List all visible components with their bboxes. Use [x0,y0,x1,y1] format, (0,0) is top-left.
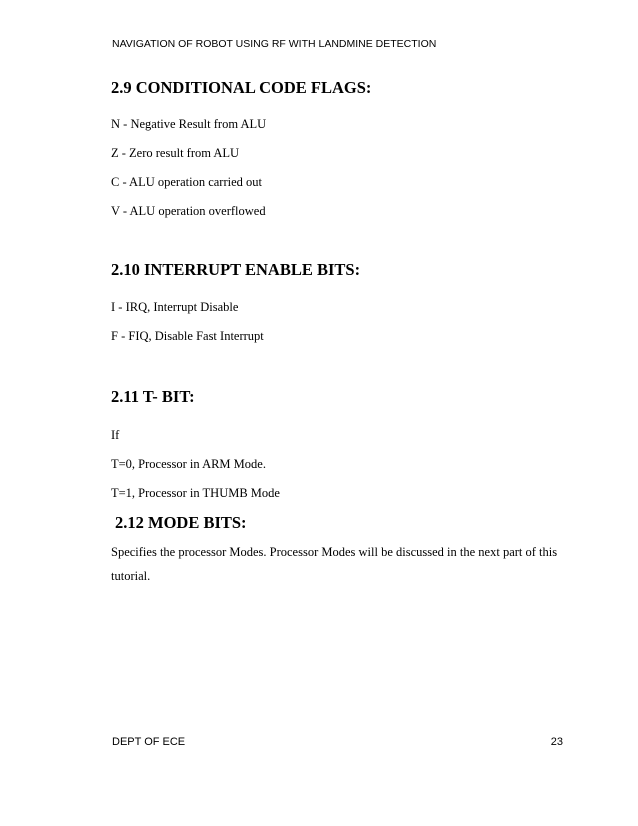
footer-department: DEPT OF ECE [112,736,186,748]
flag-line-z: Z - Zero result from ALU [111,146,240,160]
flag-line-n: N - Negative Result from ALU [111,117,267,131]
section-heading-mode: 2.12 MODE BITS: [115,513,247,532]
section-heading-interrupt: 2.10 INTERRUPT ENABLE BITS: [111,260,361,279]
tbit-line-t1: T=1, Processor in THUMB Mode [111,486,280,500]
flag-line-c: C - ALU operation carried out [111,175,262,189]
mode-paragraph: Specifies the processor Modes. Processor Modes will be discussed in the next part of this tutorial. [111,545,558,583]
interrupt-line-i: I - IRQ, Interrupt Disable [111,300,239,314]
tbit-line-if: If [111,428,120,442]
running-header: NAVIGATION OF ROBOT USING RF WITH LANDMINE DETECTION [112,38,437,50]
section-heading-flags: 2.9 CONDITIONAL CODE FLAGS: [111,78,372,97]
footer-page-number: 23 [550,736,563,748]
interrupt-line-f: F - FIQ, Disable Fast Interrupt [111,329,264,343]
section-heading-tbit: 2.11 T- BIT: [111,387,195,406]
flag-line-v: V - ALU operation overflowed [111,204,266,218]
tbit-line-t0: T=0, Processor in ARM Mode. [111,457,266,471]
